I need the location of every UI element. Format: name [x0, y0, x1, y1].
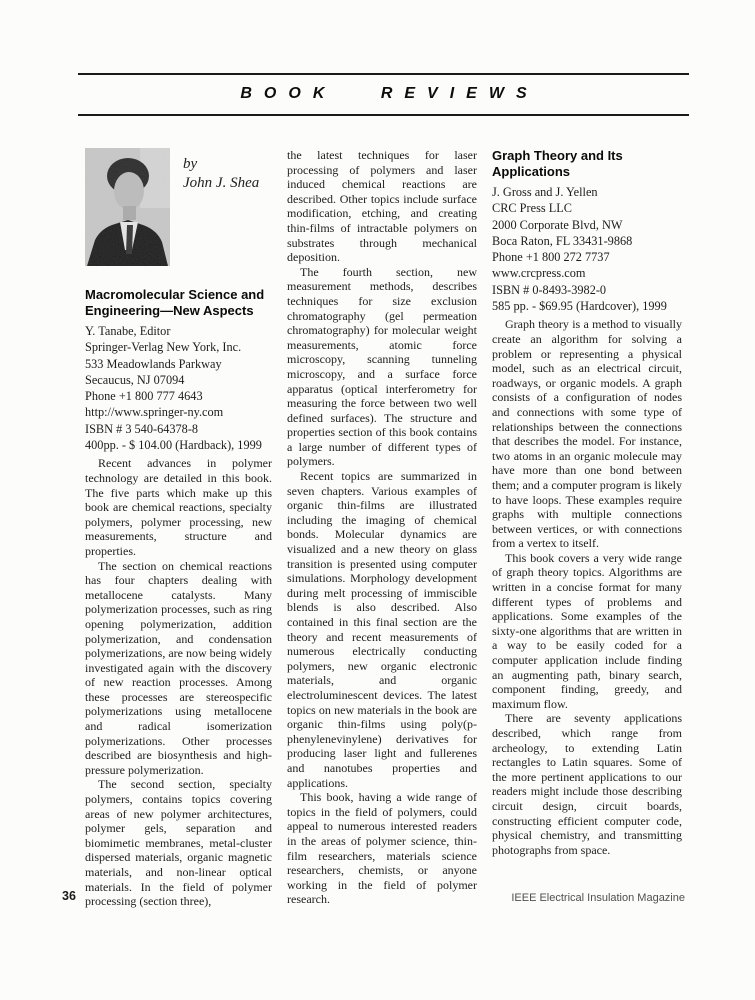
body-paragraph: This book covers a very wide range of graph theory topics. Algorithms are written in a concise format for many different types of problems and applications. Some examples of the sixty-one algorithms that are written in a way to be easily coded for a computer application include finding an augmenting path, binary search, component finding, greedy, and maximum flow.	[492, 550, 682, 711]
publisher-info-line: 2000 Corporate Blvd, NW	[492, 217, 623, 232]
body-paragraph: The fourth section, new measurement methods, describes techniques for size exclusion chromatography (gel permeation chromatography) for molecular weight measurements, atomic force microscopy, scanning tunneling microscopy, and a surface force apparatus (optical interferometry for measuring the force between two well defined surfaces). The structure and properties section of this book contains a large number of different types of polymers.	[287, 264, 477, 469]
publisher-info-line: Springer-Verlag New York, Inc.	[85, 340, 242, 355]
review-1-body-column-1	[85, 456, 272, 908]
body-paragraph: The second section, specialty polymers, contains topics covering areas of new polymer architectures, polymer gels, separation and biomimetic membranes, metal-cluster dispersed materials, organic magnetic materials, and non-linear optical materials. In the field of polymer processing (section three),	[85, 777, 272, 909]
section-header-banner	[78, 73, 689, 116]
body-paragraph: The section on chemical reactions has four chapters dealing with metallocene catalysts. Many polymerization processes, such as ring opening polymerization, addition polymerization, and condensation polymerizations, are now being widely investigated again with the discovery of new reaction processes. Among these processes are stereospecific polymerizations using metallocene and radical isomerization polymerizations. Other processes described are biosynthesis and high-pressure polymerization.	[85, 558, 272, 777]
review-1-title: Macromolecular Science and Engineering—New Aspects	[85, 287, 265, 318]
byline-author: John J. Shea	[183, 175, 260, 191]
publisher-info-line: CRC Press LLC	[492, 201, 572, 216]
article-columns	[85, 148, 685, 909]
body-paragraph: the latest techniques for laser processing of polymers and laser induced chemical reactions are described. Other topics include surface modification, etching, and creating thin-films of intractable polymers on substrates through mechanical deposition.	[287, 148, 477, 265]
body-paragraph: Graph theory is a method to visually create an algorithm for solving a problem or representing a physical model, such as an electrical circuit, roadways, or organic models. A graph consists of a configuration of nodes and connections with some type of relationships between the connections that describes the model. For instance, two atoms in an organic molecule may have more than one bond between them; and a computer program is likely to have loops. These examples require graphs with multiple connections between vertices, or with connections from a vertex to itself.	[492, 317, 682, 551]
review-2-body	[492, 317, 682, 857]
publisher-info-line: J. Gross and J. Yellen	[492, 185, 598, 199]
body-paragraph: This book, having a wide range of topics in the field of polymers, could appeal to numerous interested readers in the areas of polymer science, thin-film researchers, materials science researchers, chemists, or anyone working in the field of polymer research.	[287, 790, 477, 907]
publisher-website: http://www.springer-ny.com	[85, 405, 224, 420]
publisher-info-line: 533 Meadowlands Parkway	[85, 356, 222, 371]
reviewer-block	[85, 148, 272, 266]
body-paragraph: Recent advances in polymer technology are detailed in this book. The five parts which make up this book are chemical reactions, specialty polymers, polymer processing, new measurements, structure and properties.	[85, 456, 272, 558]
magazine-title: IEEE Electrical Insulation Magazine	[511, 892, 685, 904]
review-2-title: Graph Theory and Its Applications	[492, 148, 623, 179]
publisher-website: www.crcpress.com	[492, 266, 586, 281]
publisher-isbn: ISBN # 3 540-64378-8	[85, 421, 199, 436]
column-3	[492, 148, 682, 909]
publisher-price: 585 pp. - $69.95 (Hardcover), 1999	[492, 299, 667, 314]
section-title: BOOK REVIEWS	[240, 85, 539, 102]
column-1	[85, 148, 272, 909]
body-paragraph: There are seventy applications described, which range from archeology, to extending Latin rectangles to Latin squares. Some of the more pertinent applications to our readers might include those describing circuit design, circuit boards, constructing efficient computer code, physical chemistry, and transmitting photographs from space.	[492, 711, 682, 857]
reviewer-portrait-photo	[85, 148, 170, 266]
publisher-isbn: ISBN # 0-8493-3982-0	[492, 282, 607, 297]
page-number: 36	[62, 889, 76, 903]
body-paragraph: Recent topics are summarized in seven chapters. Various examples of organic thin-films are illustrated including the imaging of chemical bonds. Molecular dynamics are visualized and a new theory on glass transition is presented using computer simulations. Morphology development during melt processing of immiscible blends is also described. Also contained in this final section are the theory and recent measurements of numerous electrically conducting polymers, new organic electronic materials, and organic electroluminescent devices. The latest topics on new materials in the book are organic thin-films using poly(p-phenylenevinylene) derivatives for producing laser light and fullerenes and nanotubes properties and applications.	[287, 469, 477, 790]
publisher-info-line: Boca Raton, FL 33431-9868	[492, 233, 633, 248]
publisher-info-line: Phone +1 800 272 7737	[492, 250, 610, 265]
column-2	[287, 148, 477, 909]
publisher-info-line: Secaucus, NJ 07094	[85, 372, 185, 387]
publisher-price: 400pp. - $ 104.00 (Hardback), 1999	[85, 438, 262, 453]
publisher-info-line: Y. Tanabe, Editor	[85, 324, 171, 338]
review-2-publisher-info	[492, 184, 682, 314]
review-1-publisher-info	[85, 323, 272, 453]
byline	[183, 155, 259, 266]
publisher-info-line: Phone +1 800 777 4643	[85, 389, 203, 404]
byline-prefix: by	[183, 156, 198, 172]
